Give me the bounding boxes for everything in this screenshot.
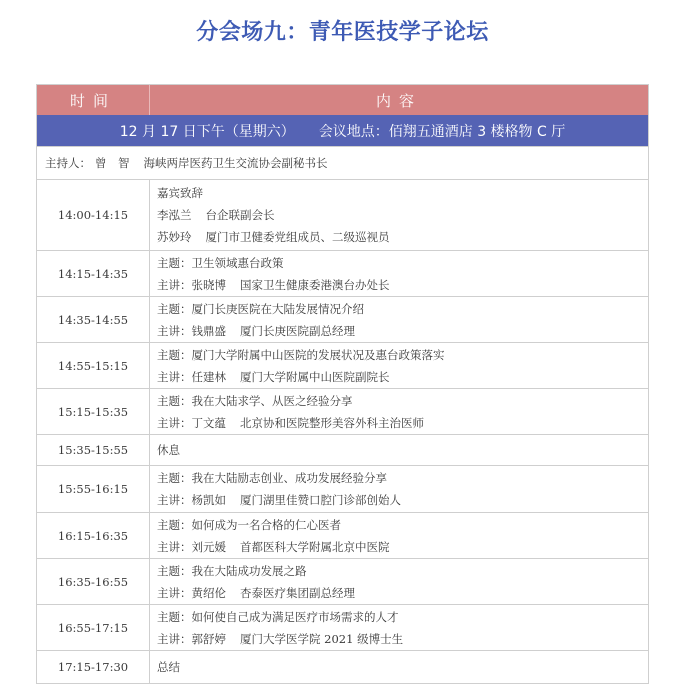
content-line: [157, 628, 648, 650]
row-time: 16:35-16:55: [37, 559, 150, 604]
line-main-text: 主题：厦门大学附属中山医院的发展状况及惠台政策落实: [157, 347, 445, 362]
line-main-text: 苏妙玲: [157, 230, 192, 244]
row-content: [150, 435, 648, 465]
content-line: [157, 344, 648, 366]
row-time: 14:15-14:35: [37, 251, 150, 296]
row-time: 14:00-14:15: [37, 180, 150, 250]
content-line: [157, 366, 648, 388]
line-main-text: 主讲：黄绍伦: [157, 585, 226, 600]
table-row: [37, 558, 648, 604]
line-main-text: 主讲：刘元媛: [157, 539, 226, 554]
content-line: [157, 439, 648, 461]
table-row: [37, 434, 648, 465]
content-line: [157, 204, 648, 226]
line-main-text: 主讲：任建林: [157, 369, 226, 384]
line-main-text: 李泓兰: [157, 208, 192, 222]
schedule-table: [36, 84, 649, 684]
table-row: [37, 512, 648, 558]
line-affiliation-text: 台企联副会长: [205, 208, 275, 222]
row-time: 15:35-15:55: [37, 435, 150, 465]
row-time: 15:15-15:35: [37, 389, 150, 434]
row-content: [150, 343, 648, 388]
session-bar: [37, 115, 648, 146]
table-row: [37, 388, 648, 434]
content-line: [157, 467, 648, 489]
line-affiliation-text: 厦门大学医学院 2021 级博士生: [240, 631, 404, 646]
line-affiliation-text: 杏泰医疗集团副总经理: [240, 585, 355, 600]
schedule-rows: [37, 179, 648, 683]
line-affiliation-text: 北京协和医院整形美容外科主治医师: [240, 415, 424, 430]
line-main-text: 主讲：丁文蕴: [157, 415, 226, 430]
row-content: [150, 251, 648, 296]
row-content: [150, 651, 648, 683]
row-time: 14:55-15:15: [37, 343, 150, 388]
host-label: 主持人：: [45, 156, 91, 170]
content-line: [157, 514, 648, 536]
row-content: [150, 466, 648, 512]
line-main-text: 主题：我在大陆励志创业、成功发展经验分享: [157, 471, 387, 485]
content-line: [157, 606, 648, 628]
table-row: [37, 296, 648, 342]
page-title: 分会场九：青年医技学子论坛: [196, 20, 489, 45]
host-row: [37, 146, 648, 179]
content-line: [157, 390, 648, 412]
table-row: [37, 465, 648, 512]
line-affiliation-text: 厦门市卫健委党组成员、二级巡视员: [205, 230, 390, 244]
row-time: 16:55-17:15: [37, 605, 150, 650]
line-affiliation-text: 厦门湖里佳赞口腔门诊部创始人: [240, 493, 401, 507]
session-venue: 会议地点：佰翔五通酒店 3 楼格物 C 厅: [318, 123, 566, 140]
table-row: [37, 179, 648, 250]
content-line: [157, 226, 648, 248]
line-main-text: 主讲：钱鼎盛: [157, 323, 226, 338]
line-affiliation-text: 国家卫生健康委港澳台办处长: [240, 277, 390, 292]
content-line: [157, 582, 648, 604]
line-main-text: 主讲：郭舒婷: [157, 631, 226, 646]
line-affiliation-text: 首都医科大学附属北京中医院: [240, 539, 390, 554]
row-time: 14:35-14:55: [37, 297, 150, 342]
row-content: [150, 605, 648, 650]
content-line: [157, 320, 648, 342]
content-line: [157, 656, 648, 678]
line-main-text: 总结: [157, 660, 180, 674]
host-name: 曾 智: [95, 156, 130, 170]
row-content: [150, 297, 648, 342]
host-title: 海峡两岸医药卫生交流协会副秘书长: [143, 156, 328, 170]
table-row: [37, 342, 648, 388]
row-time: 17:15-17:30: [37, 651, 150, 683]
row-time: 15:55-16:15: [37, 466, 150, 512]
table-row: [37, 604, 648, 650]
header-content: 内容: [375, 91, 422, 110]
content-line: [157, 252, 648, 274]
content-line: [157, 298, 648, 320]
table-row: [37, 650, 648, 683]
content-line: [157, 536, 648, 558]
row-content: [150, 389, 648, 434]
content-line: [157, 412, 648, 434]
content-line: [157, 274, 648, 296]
row-time: 16:15-16:35: [37, 513, 150, 558]
content-line: [157, 182, 648, 204]
content-line: [157, 489, 648, 511]
line-main-text: 嘉宾致辞: [157, 186, 203, 200]
header-time: 时间: [37, 85, 150, 115]
line-main-text: 主题：我在大陆成功发展之路: [157, 563, 307, 578]
line-main-text: 主讲：张晓博: [157, 277, 226, 292]
row-content: [150, 513, 648, 558]
session-date: 12 月 17 日下午（星期六）: [119, 123, 295, 140]
row-content: [150, 180, 648, 250]
content-line: [157, 560, 648, 582]
line-affiliation-text: 厦门大学附属中山医院副院长: [240, 369, 390, 384]
table-row: [37, 250, 648, 296]
line-main-text: 休息: [157, 443, 180, 457]
line-main-text: 主讲：杨凯如: [157, 493, 226, 507]
row-content: [150, 559, 648, 604]
line-main-text: 主题：卫生领域惠台政策: [157, 255, 284, 270]
line-main-text: 主题：如何成为一名合格的仁心医者: [157, 517, 341, 532]
line-main-text: 主题：我在大陆求学、从医之经验分享: [157, 393, 353, 408]
line-main-text: 主题：如何使自己成为满足医疗市场需求的人才: [157, 609, 399, 624]
line-affiliation-text: 厦门长庚医院副总经理: [240, 323, 355, 338]
line-main-text: 主题：厦门长庚医院在大陆发展情况介绍: [157, 301, 364, 316]
table-header: [37, 85, 648, 115]
